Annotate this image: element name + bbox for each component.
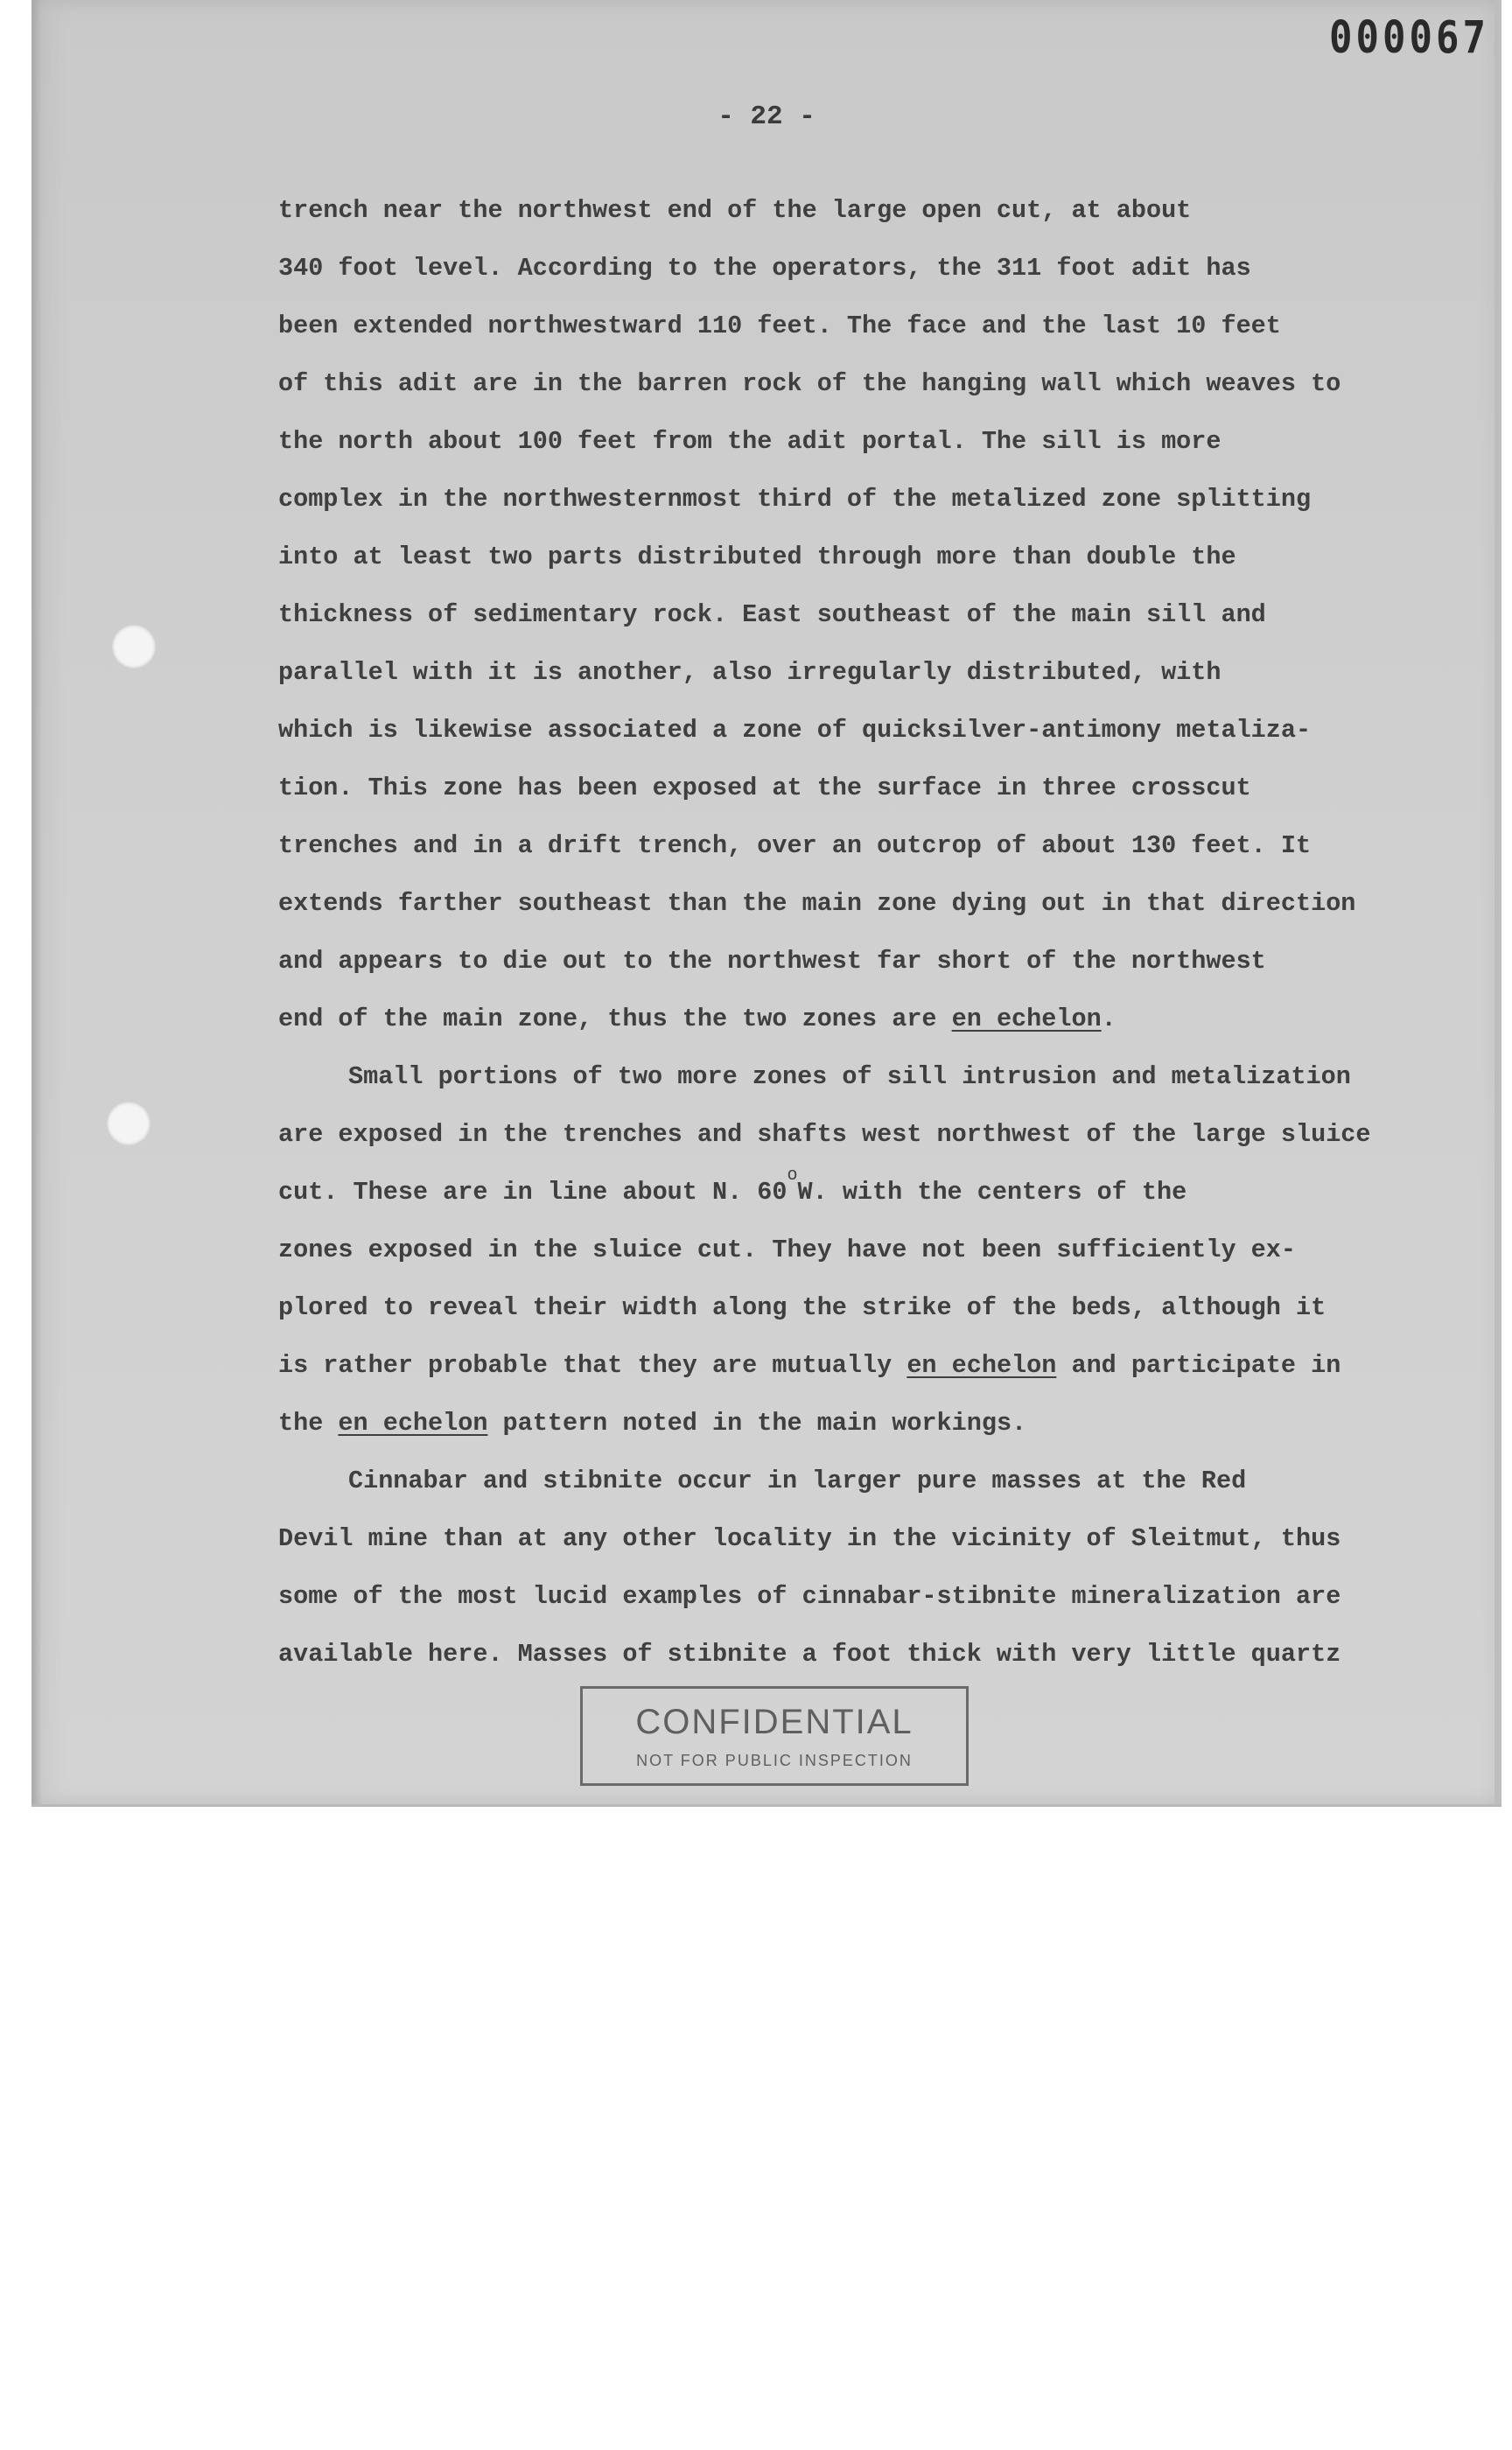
punch-hole-lower <box>107 1102 150 1145</box>
underlined-term: en echelon <box>951 1004 1102 1033</box>
body-text <box>278 182 1416 1684</box>
text-line: 340 foot level. According to the operators, the 311 foot adit has <box>278 254 1251 283</box>
page-number: - 22 - <box>718 102 816 132</box>
confidential-stamp <box>580 1686 969 1786</box>
text-line <box>278 1337 1416 1395</box>
text-line: the north about 100 feet from the adit portal. The sill is more <box>278 427 1222 456</box>
page-edge <box>1494 0 1502 1804</box>
text-line <box>278 990 1416 1048</box>
punch-hole-upper <box>112 625 156 668</box>
document-number: 000067 <box>1329 12 1489 64</box>
text-line: complex in the northwesternmost third of the metalized zone splitting <box>278 485 1312 514</box>
text-segment: the <box>278 1409 339 1438</box>
stamp-subtitle: NOT FOR PUBLIC INSPECTION <box>636 1752 913 1769</box>
degree-symbol: o <box>787 1166 798 1186</box>
text-line: available here. Masses of stibnite a foot thick with very little quartz <box>278 1640 1341 1669</box>
text-line: tion. This zone has been exposed at the surface in three crosscut <box>278 774 1251 802</box>
text-line: thickness of sedimentary rock. East southeast of the main sill and <box>278 600 1266 629</box>
text-line: plored to reveal their width along the strike of the beds, although it <box>278 1293 1326 1322</box>
text-line: into at least two parts distributed through more than double the <box>278 542 1236 571</box>
text-segment: pattern noted in the main workings. <box>487 1409 1027 1438</box>
text-line: been extended northwestward 110 feet. The face and the last 10 feet <box>278 312 1281 340</box>
text-line: of this adit are in the barren rock of the hanging wall which weaves to <box>278 369 1341 398</box>
text-line: extends farther southeast than the main zone dying out in that direction <box>278 889 1356 918</box>
text-line: Devil mine than at any other locality in the vicinity of Sleitmut, thus <box>278 1524 1341 1553</box>
text-segment: end of the main zone, thus the two zones are <box>278 1004 952 1033</box>
text-segment: cut. These are in line about N. 60 <box>278 1178 788 1207</box>
text-line: trenches and in a drift trench, over an outcrop of about 130 feet. It <box>278 831 1312 860</box>
text-segment: W. with the centers of the <box>797 1178 1187 1207</box>
text-line: Small portions of two more zones of sill intrusion and metalization <box>348 1062 1351 1091</box>
underlined-term: en echelon <box>338 1409 488 1438</box>
document-page <box>32 0 1502 1807</box>
text-line: some of the most lucid examples of cinnabar-stibnite mineralization are <box>278 1582 1341 1611</box>
text-line: Cinnabar and stibnite occur in larger pure masses at the Red <box>348 1466 1247 1495</box>
text-line: are exposed in the trenches and shafts west northwest of the large sluice <box>278 1120 1371 1149</box>
text-line: and appears to die out to the northwest far short of the northwest <box>278 947 1266 976</box>
text-line: parallel with it is another, also irregularly distributed, with <box>278 658 1222 687</box>
text-line: zones exposed in the sluice cut. They have not been sufficiently ex- <box>278 1236 1296 1264</box>
text-line: trench near the northwest end of the large open cut, at about <box>278 196 1192 225</box>
text-line <box>278 1395 1416 1452</box>
stamp-title: CONFIDENTIAL <box>635 1703 914 1741</box>
text-line <box>278 1164 1416 1222</box>
text-segment: . <box>1101 1004 1116 1033</box>
text-segment: is rather probable that they are mutually <box>278 1351 907 1380</box>
text-segment: and participate in <box>1056 1351 1341 1380</box>
text-line: which is likewise associated a zone of quicksilver-antimony metaliza- <box>278 716 1312 745</box>
underlined-term: en echelon <box>906 1351 1057 1380</box>
